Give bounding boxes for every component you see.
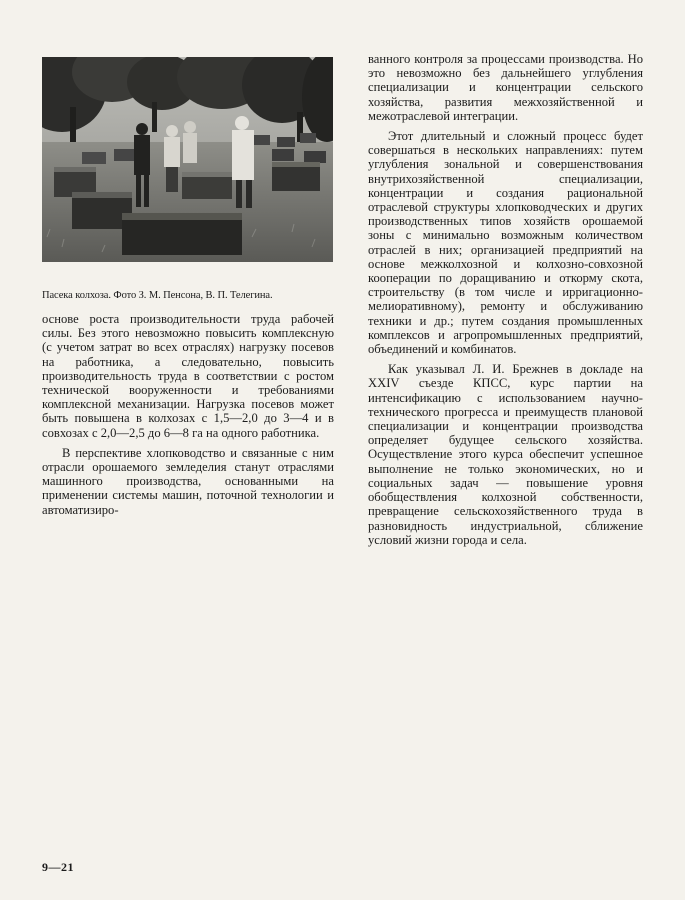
- body-paragraph: основе роста производительности труда рабочей силы. Без этого невозможно повысить комплексную (с учетом затрат во всех отраслях) нагрузку посевов на работника, а следовательно, повысить производительность труда в соответствии с ростом технической вооруженности и требованиями комплексной механизации. Нагрузка посевов может быть повышена в колхозах с 1,5—2,0 до 3—4 и в совхозах с 2,0—2,5 до 6—8 га на одного работника.: [42, 312, 334, 440]
- apiary-photo: [42, 57, 333, 262]
- body-paragraph: Как указывал Л. И. Брежнев в докладе на XXIV съезде КПСС, курс партии на интенсификацию с использованием научно-технического прогресса и преимуществ плановой специализации и концентрации производства определяет будущее сельского хозяйства. Осуществление этого курса обеспечит успешное выполнение не только экономических, но и социальных задач — повышение уровня обобществления колхозной собственности, превращение сельскохозяйственного труда в разновидность индустриальной, сближение условий жизни города и села.: [368, 362, 643, 547]
- body-paragraph: ванного контроля за процессами производства. Но это невозможно без дальнейшего углубления специализации и концентрации сельского хозяйства, развития межхозяйственной и межотраслевой интеграции.: [368, 52, 643, 123]
- left-text-column: [42, 312, 334, 517]
- right-text-column: [368, 52, 643, 547]
- photo-caption: Пасека колхоза. Фото З. М. Пенсона, В. П. Телегина.: [42, 290, 273, 301]
- printer-signature-mark: 9—21: [42, 860, 74, 874]
- body-paragraph: Этот длительный и сложный процесс будет совершаться в нескольких направлениях: путем углубления зональной и совершенствования внутрихозяйственной специализации, концентрации и создания рациональной отраслевой структуры хлопководческих и других производственных типов хозяйств орошаемой зоны с минимально возможным количеством отраслей в них; организацией предприятий на основе межколхозной и колхозно-совхозной кооперации по доращиванию и откорму скота, строительству (в том числе и ирригационно-мелиоративному), ремонту и обслуживанию техники и др.; путем создания промышленных комплексов и агропромышленных предприятий, объединений и комбинатов.: [368, 129, 643, 357]
- body-paragraph: В перспективе хлопководство и связанные с ним отрасли орошаемого земледелия станут отраслями машинного производства, основанными на применении системы машин, поточной технологии и автоматизиро-: [42, 445, 334, 517]
